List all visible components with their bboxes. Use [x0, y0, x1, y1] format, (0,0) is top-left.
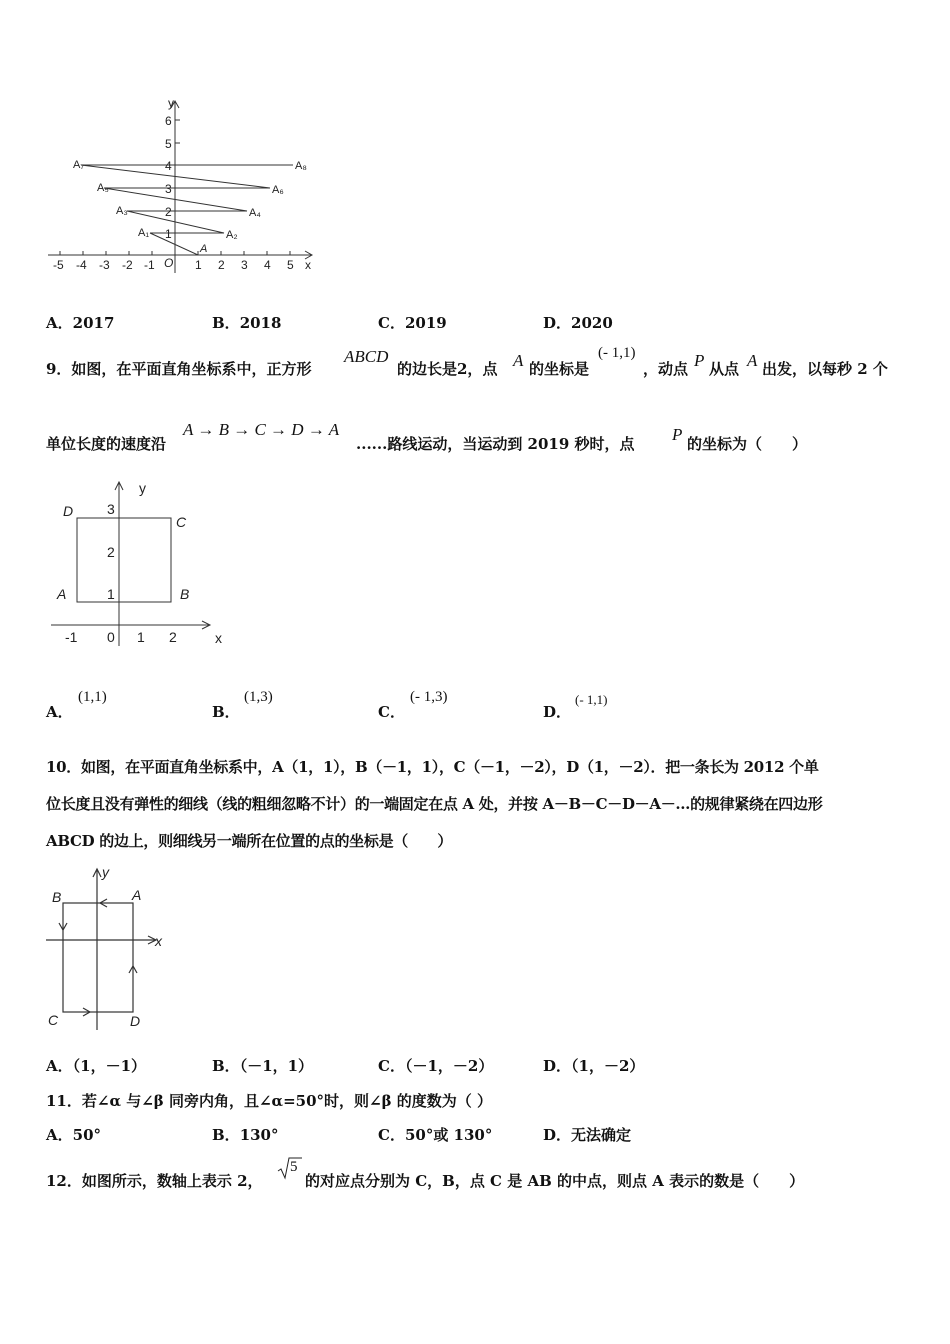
q10-option-c[interactable]: [378, 1055, 493, 1076]
q8-figure: [40, 95, 330, 280]
q8-xtick: -2: [122, 258, 133, 272]
q10-y-label: y: [102, 865, 109, 880]
q9-option-d-value[interactable]: (- 1,1): [575, 692, 608, 707]
option-letter: A．: [46, 1126, 73, 1144]
q9-option-c-letter[interactable]: C．: [378, 703, 405, 721]
option-value: 2020: [571, 314, 613, 332]
q10-label-c: C: [48, 1012, 59, 1028]
q10-label-a: A: [132, 887, 142, 903]
option-letter: B．: [212, 1126, 240, 1144]
q9-option-a-letter[interactable]: A．: [46, 703, 73, 721]
q8-xtick: -3: [99, 258, 110, 272]
q8-point-a8: A₈: [295, 160, 307, 172]
option-value: 50°: [72, 1126, 102, 1144]
q8-ytick: 5: [165, 137, 172, 151]
option-value: （－1，1）: [239, 1057, 314, 1075]
q9-label-c: C: [176, 514, 187, 530]
q9-text-e: 从点: [709, 360, 740, 378]
q9-text-b: 的边长是2，点: [397, 360, 498, 378]
q8-point-a3: A₃: [116, 205, 128, 217]
q9-xtick: 1: [137, 629, 145, 645]
q11-option-d[interactable]: [543, 1124, 631, 1145]
q8-ytick: 1: [165, 227, 172, 241]
option-value: 2017: [72, 314, 115, 332]
q8-xtick: 2: [218, 258, 225, 272]
q9-math-a2: A: [747, 351, 758, 370]
q10-figure: [44, 865, 169, 1035]
option-value: （1，－1）: [72, 1057, 147, 1075]
q11-option-b[interactable]: [212, 1124, 279, 1145]
q9-ytick: 1: [107, 586, 115, 602]
q10-stem-line1: 10．如图，在平面直角坐标系中，A（1，1），B（－1，1），C（－1，－2），D（1，－2）．把一条长为 2012 个单: [46, 758, 819, 776]
q10-label-d: D: [130, 1013, 141, 1029]
q8-point-a6: A₆: [272, 184, 284, 196]
q9-label-b: B: [180, 586, 190, 602]
q8-ytick: 3: [165, 182, 172, 196]
q12-sqrt: [277, 1156, 303, 1184]
option-letter: D．: [543, 1126, 572, 1144]
option-letter: C．: [378, 1126, 405, 1144]
q9-math-abcd: ABCD: [344, 347, 389, 366]
q8-xtick: -4: [76, 258, 87, 272]
q8-point-a7: A₇: [73, 159, 85, 171]
q8-xtick: 3: [241, 258, 248, 272]
q10-option-b[interactable]: [212, 1055, 313, 1076]
q9-option-d-letter[interactable]: D．: [543, 703, 572, 721]
q9-y-label: y: [139, 480, 146, 496]
option-letter: D．: [543, 1057, 572, 1075]
q10-rectangle: [63, 903, 133, 1012]
q9-text-line2a: 单位长度的速度沿: [46, 435, 167, 453]
q9-option-a-value[interactable]: (1,1): [78, 689, 107, 705]
q9-text-d: ，动点: [643, 360, 689, 378]
q8-point-a4: A₄: [249, 207, 261, 219]
q9-stem-line1: [46, 358, 311, 379]
q8-y-label: y: [168, 96, 174, 110]
q8-ytick: 2: [165, 205, 172, 219]
option-letter: C．: [378, 1057, 405, 1075]
q9-xtick: 0: [107, 629, 115, 645]
q8-option-b[interactable]: [212, 312, 281, 333]
q9-text: 9．如图，在平面直角坐标系中，正方形: [46, 360, 312, 378]
q9-math-p2: P: [672, 425, 683, 444]
q9-ytick: 2: [107, 544, 115, 560]
q10-option-d[interactable]: [543, 1055, 644, 1076]
q9-option-b-value[interactable]: (1,3): [244, 689, 273, 705]
option-value: 无法确定: [571, 1126, 632, 1144]
q11-option-c[interactable]: [378, 1124, 492, 1145]
q8-diag-a-a1: [150, 233, 198, 255]
option-value: 50°或 130°: [404, 1126, 493, 1144]
q9-ytick: 3: [107, 501, 115, 517]
q12-sqrt-radicand: 5: [290, 1159, 298, 1175]
q9-math-path: A → B → C → D → A: [183, 420, 340, 439]
q9-xtick: 2: [169, 629, 177, 645]
q9-option-c-value[interactable]: (- 1,3): [410, 689, 448, 705]
q9-figure: [45, 478, 235, 648]
q9-xtick: -1: [65, 629, 78, 645]
option-letter: A．: [46, 314, 73, 332]
option-value: 130°: [239, 1126, 279, 1144]
q11-option-a[interactable]: [46, 1124, 101, 1145]
q9-option-b-letter[interactable]: B．: [212, 703, 240, 721]
q8-point-a1: A₁: [138, 227, 150, 239]
q10-stem-line3: ABCD 的边上，则细线另一端所在位置的点的坐标是（ ）: [46, 832, 453, 850]
option-letter: B．: [212, 314, 240, 332]
q8-xtick: -1: [144, 258, 155, 272]
q9-x-label: x: [215, 630, 222, 646]
option-letter: A．: [46, 1057, 73, 1075]
q8-origin: O: [164, 256, 174, 270]
q9-text-line2c: 的坐标为（ ）: [687, 435, 808, 453]
option-letter: C．: [378, 314, 405, 332]
q9-text-f: 出发，以每秒 2 个: [762, 360, 888, 378]
q8-xtick: -5: [53, 258, 64, 272]
q10-label-b: B: [52, 889, 62, 905]
q11-stem: 11．若∠α 与∠β 同旁内角，且∠α=50°时，则∠β 的度数为（ ）: [46, 1092, 492, 1110]
q9-label-a: A: [57, 586, 67, 602]
q9-math-coord: (- 1,1): [598, 345, 636, 361]
q9-math-a: A: [513, 351, 524, 370]
option-value: 2018: [239, 314, 282, 332]
q8-point-a5: A₅: [97, 182, 109, 194]
q10-x-label: x: [155, 933, 162, 949]
option-letter: B．: [212, 1057, 240, 1075]
q10-option-a[interactable]: [46, 1055, 146, 1076]
q8-xtick: 4: [264, 258, 271, 272]
q9-math-p: P: [694, 351, 705, 370]
q8-option-d[interactable]: [543, 312, 613, 333]
q9-label-d: D: [63, 503, 74, 519]
q12-stem-a: 12．如图所示，数轴上表示 2，: [46, 1172, 263, 1190]
q12-stem-b: 的对应点分别为 C，B，点 C 是 AB 的中点，则点 A 表示的数是（ ）: [305, 1172, 805, 1190]
q8-option-a[interactable]: [46, 312, 114, 333]
q8-ytick: 6: [165, 114, 172, 128]
option-value: 2019: [404, 314, 447, 332]
option-letter: D．: [543, 314, 572, 332]
q9-square: [77, 518, 171, 602]
q8-xtick: 5: [287, 258, 294, 272]
q8-ytick: 4: [165, 159, 172, 173]
q9-text-line2b: ......路线运动，当运动到 2019 秒时，点: [356, 435, 635, 453]
q8-point-a: A: [200, 243, 208, 255]
option-value: （－1，－2）: [404, 1057, 494, 1075]
q10-stem-line2: 位长度且没有弹性的细线（线的粗细忽略不计）的一端固定在点 A 处，并按 A－B－C－D－A－…的规律紧绕在四边形: [46, 795, 823, 813]
q8-option-c[interactable]: [378, 312, 447, 333]
option-value: （1，－2）: [571, 1057, 645, 1075]
q8-x-label: x: [305, 258, 311, 272]
q8-xtick: 1: [195, 258, 202, 272]
q8-point-a2: A₂: [226, 229, 238, 241]
q9-text-c: 的坐标是: [529, 360, 590, 378]
